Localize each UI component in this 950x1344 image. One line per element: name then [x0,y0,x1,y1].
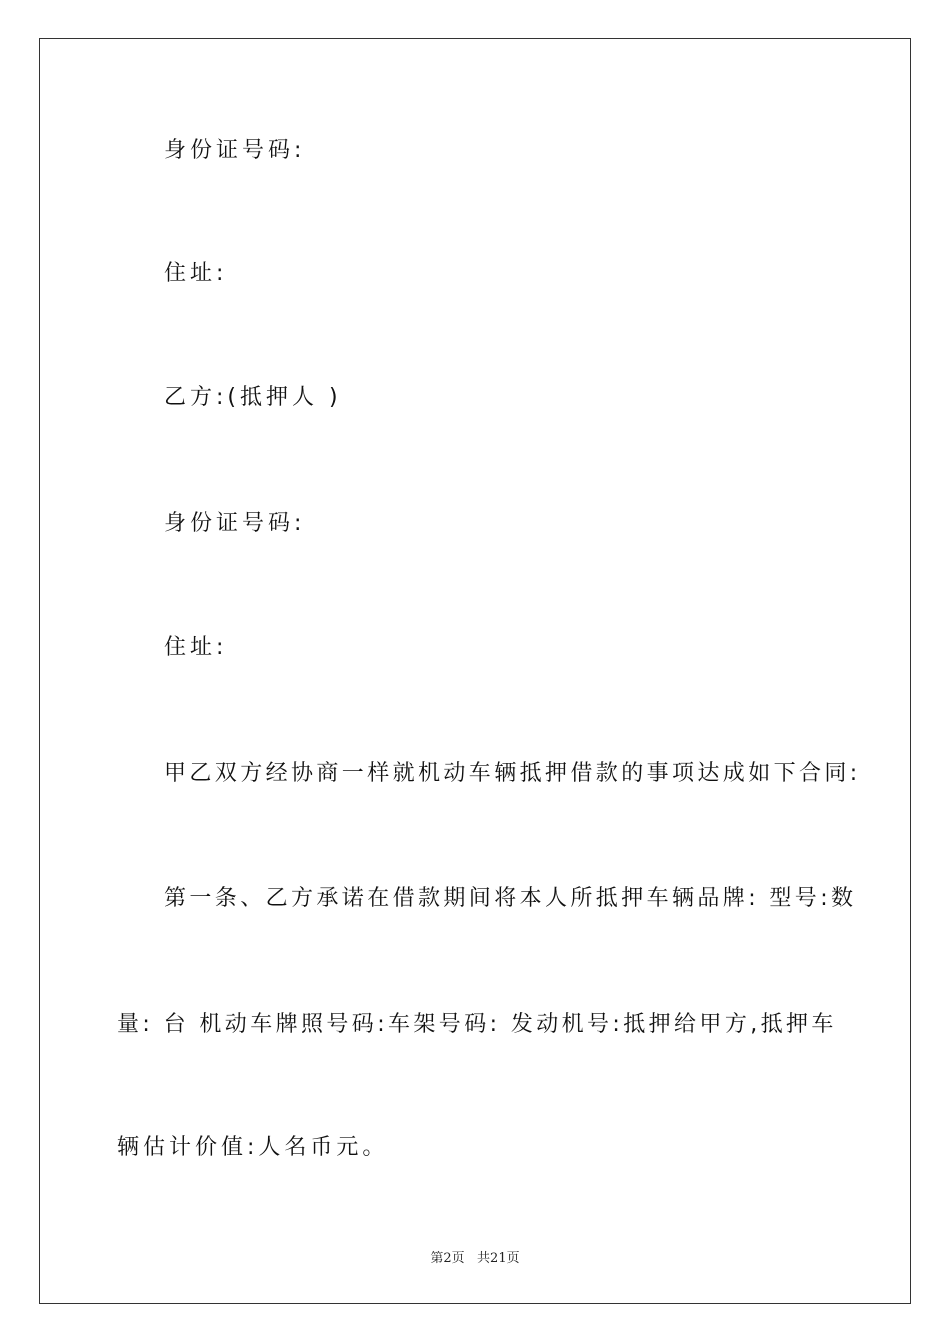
agreement-intro-paragraph: 甲乙双方经协商一样就机动车辆抵押借款的事项达成如下合同: [164,761,861,786]
article-one-line-3: 辆估计价值:人名币元。 [117,1135,389,1160]
article-one-line-1: 第一条、乙方承诺在借款期间将本人所抵押车辆品牌: 型号:数 [164,886,857,911]
party-b-mortgagor-label: 乙方:(抵押人 ) [164,385,342,410]
article-one-line-2: 量: 台 机动车牌照号码:车架号码: 发动机号:抵押给甲方,抵押车 [117,1012,837,1037]
page-border [39,38,911,1304]
mortgagor-id-number-label: 身份证号码: [164,511,306,536]
mortgagor-address-label: 住址: [164,635,228,660]
lender-id-number-label: 身份证号码: [164,138,306,163]
page-number-footer: 第2页 共21页 [430,1251,520,1266]
lender-address-label: 住址: [164,261,228,286]
